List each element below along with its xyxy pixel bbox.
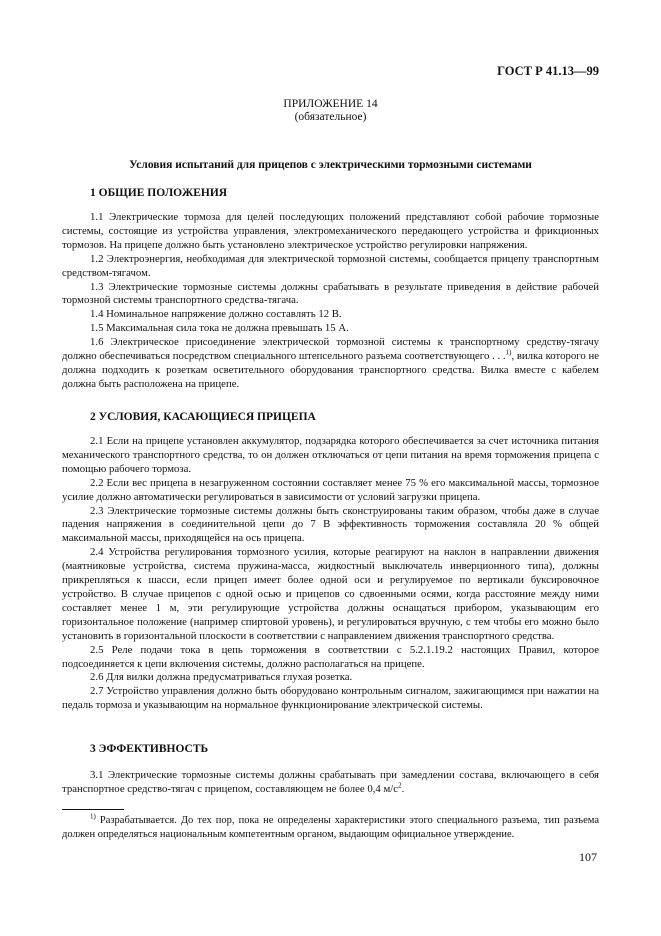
- paragraph-1-3: 1.3 Электрические тормозные системы должны срабатывать в результате приведения в действие рабочей тормозной системы транспортного средства-тягача.: [62, 280, 599, 307]
- paragraph-2-2: 2.2 Если вес прицепа в незагруженном состоянии составляет менее 75 % его максимальной массы, тормозное усилие должно автоматически регулироваться в зависимости от условий загрузки прицепа.: [62, 476, 599, 503]
- footnote-separator: [62, 809, 124, 810]
- paragraph-1-1: 1.1 Электрические тормоза для целей последующих положений представляют собой рабочие тормозные системы, состоящие из устройства управления, электромеханического передающего устройства и фрикционных тормозов. На прицепе должно быть установлено электрическое устройство регулировки напряжения.: [62, 211, 599, 251]
- paragraph-3-1: [62, 769, 599, 797]
- paragraph-2-1: 2.1 Если на прицепе установлен аккумулятор, подзарядка которого обеспечивается за счет источника питания механического транспортного средства, то он должен отключаться от цепи питания на время торможения прицепа с помощью рабочего тормоза.: [62, 435, 599, 475]
- paragraph-2-6: 2.6 Для вилки должна предусматриваться глухая розетка.: [90, 671, 353, 684]
- section-3-body: [62, 769, 599, 797]
- document-title: Условия испытаний для прицепов с электрическими тормозными системами: [129, 159, 532, 171]
- section-1-heading: 1 ОБЩИЕ ПОЛОЖЕНИЯ: [90, 187, 228, 199]
- section-1-body: [62, 211, 599, 392]
- unit-superscript: 2: [398, 781, 402, 790]
- paragraph-2-7: 2.7 Устройство управления должно быть оборудовано контрольным сигналом, зажигающимся при нажатии на педаль тормоза и указывающим на нормальное функционирование электрической системы.: [62, 685, 599, 712]
- paragraph-1-6-text-b: , вилка которого не должна подходить к розеткам осветительного оборудования транспортного средства. Вилка вместе с кабелем должна быть расположена на прицепе.: [62, 350, 599, 390]
- footnote-mark: 1): [90, 812, 96, 821]
- annex-status: (обязательное): [294, 111, 367, 123]
- paragraph-2-5: 2.5 Реле подачи тока в цепь торможения в соответствии с 5.2.1.19.2 настоящих Правил, которое подсоединяется к цепи включения системы, должно располагаться на прицепе.: [62, 643, 599, 670]
- paragraph-3-1-end: .: [401, 782, 405, 795]
- section-3-heading: 3 ЭФФЕКТИВНОСТЬ: [90, 743, 209, 755]
- footnote-ref: 1): [505, 348, 512, 357]
- footnote: [62, 814, 599, 842]
- section-2-heading: 2 УСЛОВИЯ, КАСАЮЩИЕСЯ ПРИЦЕПА: [90, 411, 316, 423]
- page-number: 107: [579, 850, 597, 864]
- paragraph-2-4: 2.4 Устройства регулирования тормозного усилия, которые реагируют на наклон в направлении движения (маятниковые устройства, система пружина-масса, жидкостный выключатель инверционного типа), должны прикрепляться к шасси, если прицеп имеет более одной оси и регулируемое по вертикали буксировочное устройство. В случае прицепов с одной осью и прицепов со сдвоенными осями, когда расстояние между ними составляет менее 1 м, эти регулирующие устройства должны оснащаться прибором, указывающим его горизонтальное положение (например спиртовой уровень), и регулироваться вручную, с тем чтобы его можно было установить в горизонтальной плоскости в соответствии с направлением движения транспортного средства.: [62, 546, 599, 642]
- paragraph-1-6-text-a: 1.6 Электрическое присоединение электрической тормозной системы к транспортному средству-тягачу должно обеспечиваться посредством специального штепсельного разъема соответствующего . . .: [62, 336, 599, 363]
- footnote-text: Разрабатывается. До тех пор, пока не определены характеристики этого специального разъема, тип разъема должен определяться национальным компетентным органом, выдающим официальное утверждение.: [62, 815, 599, 840]
- paragraph-1-4: 1.4 Номинальное напряжение должно составлять 12 В.: [90, 308, 342, 321]
- annex-header: [0, 98, 661, 124]
- document-code: ГОСТ Р 41.13—99: [497, 64, 599, 78]
- paragraph-1-2: 1.2 Электроэнергия, необходимая для электрической тормозной системы, сообщается прицепу транспортным средством-тягачом.: [62, 252, 599, 279]
- paragraph-1-5: 1.5 Максимальная сила тока не должна превышать 15 А.: [90, 322, 349, 335]
- paragraph-1-6: [62, 336, 599, 392]
- paragraph-3-1-text: 3.1 Электрические тормозные системы должны срабатывать при замедлении состава, включающего в себя транспортное средство-тягач с прицепом, составляющем не более 0,4 м/с: [62, 769, 599, 795]
- annex-name: ПРИЛОЖЕНИЕ 14: [283, 98, 378, 110]
- section-2-body: [62, 435, 599, 713]
- paragraph-2-3: 2.3 Электрические тормозные системы должны быть сконструированы таким образом, чтобы даже в случае падения напряжения в соединительной цепи до 7 В эффективность торможения составляла 20 % общей максимальной массы, приходящейся на ось прицепа.: [62, 504, 599, 545]
